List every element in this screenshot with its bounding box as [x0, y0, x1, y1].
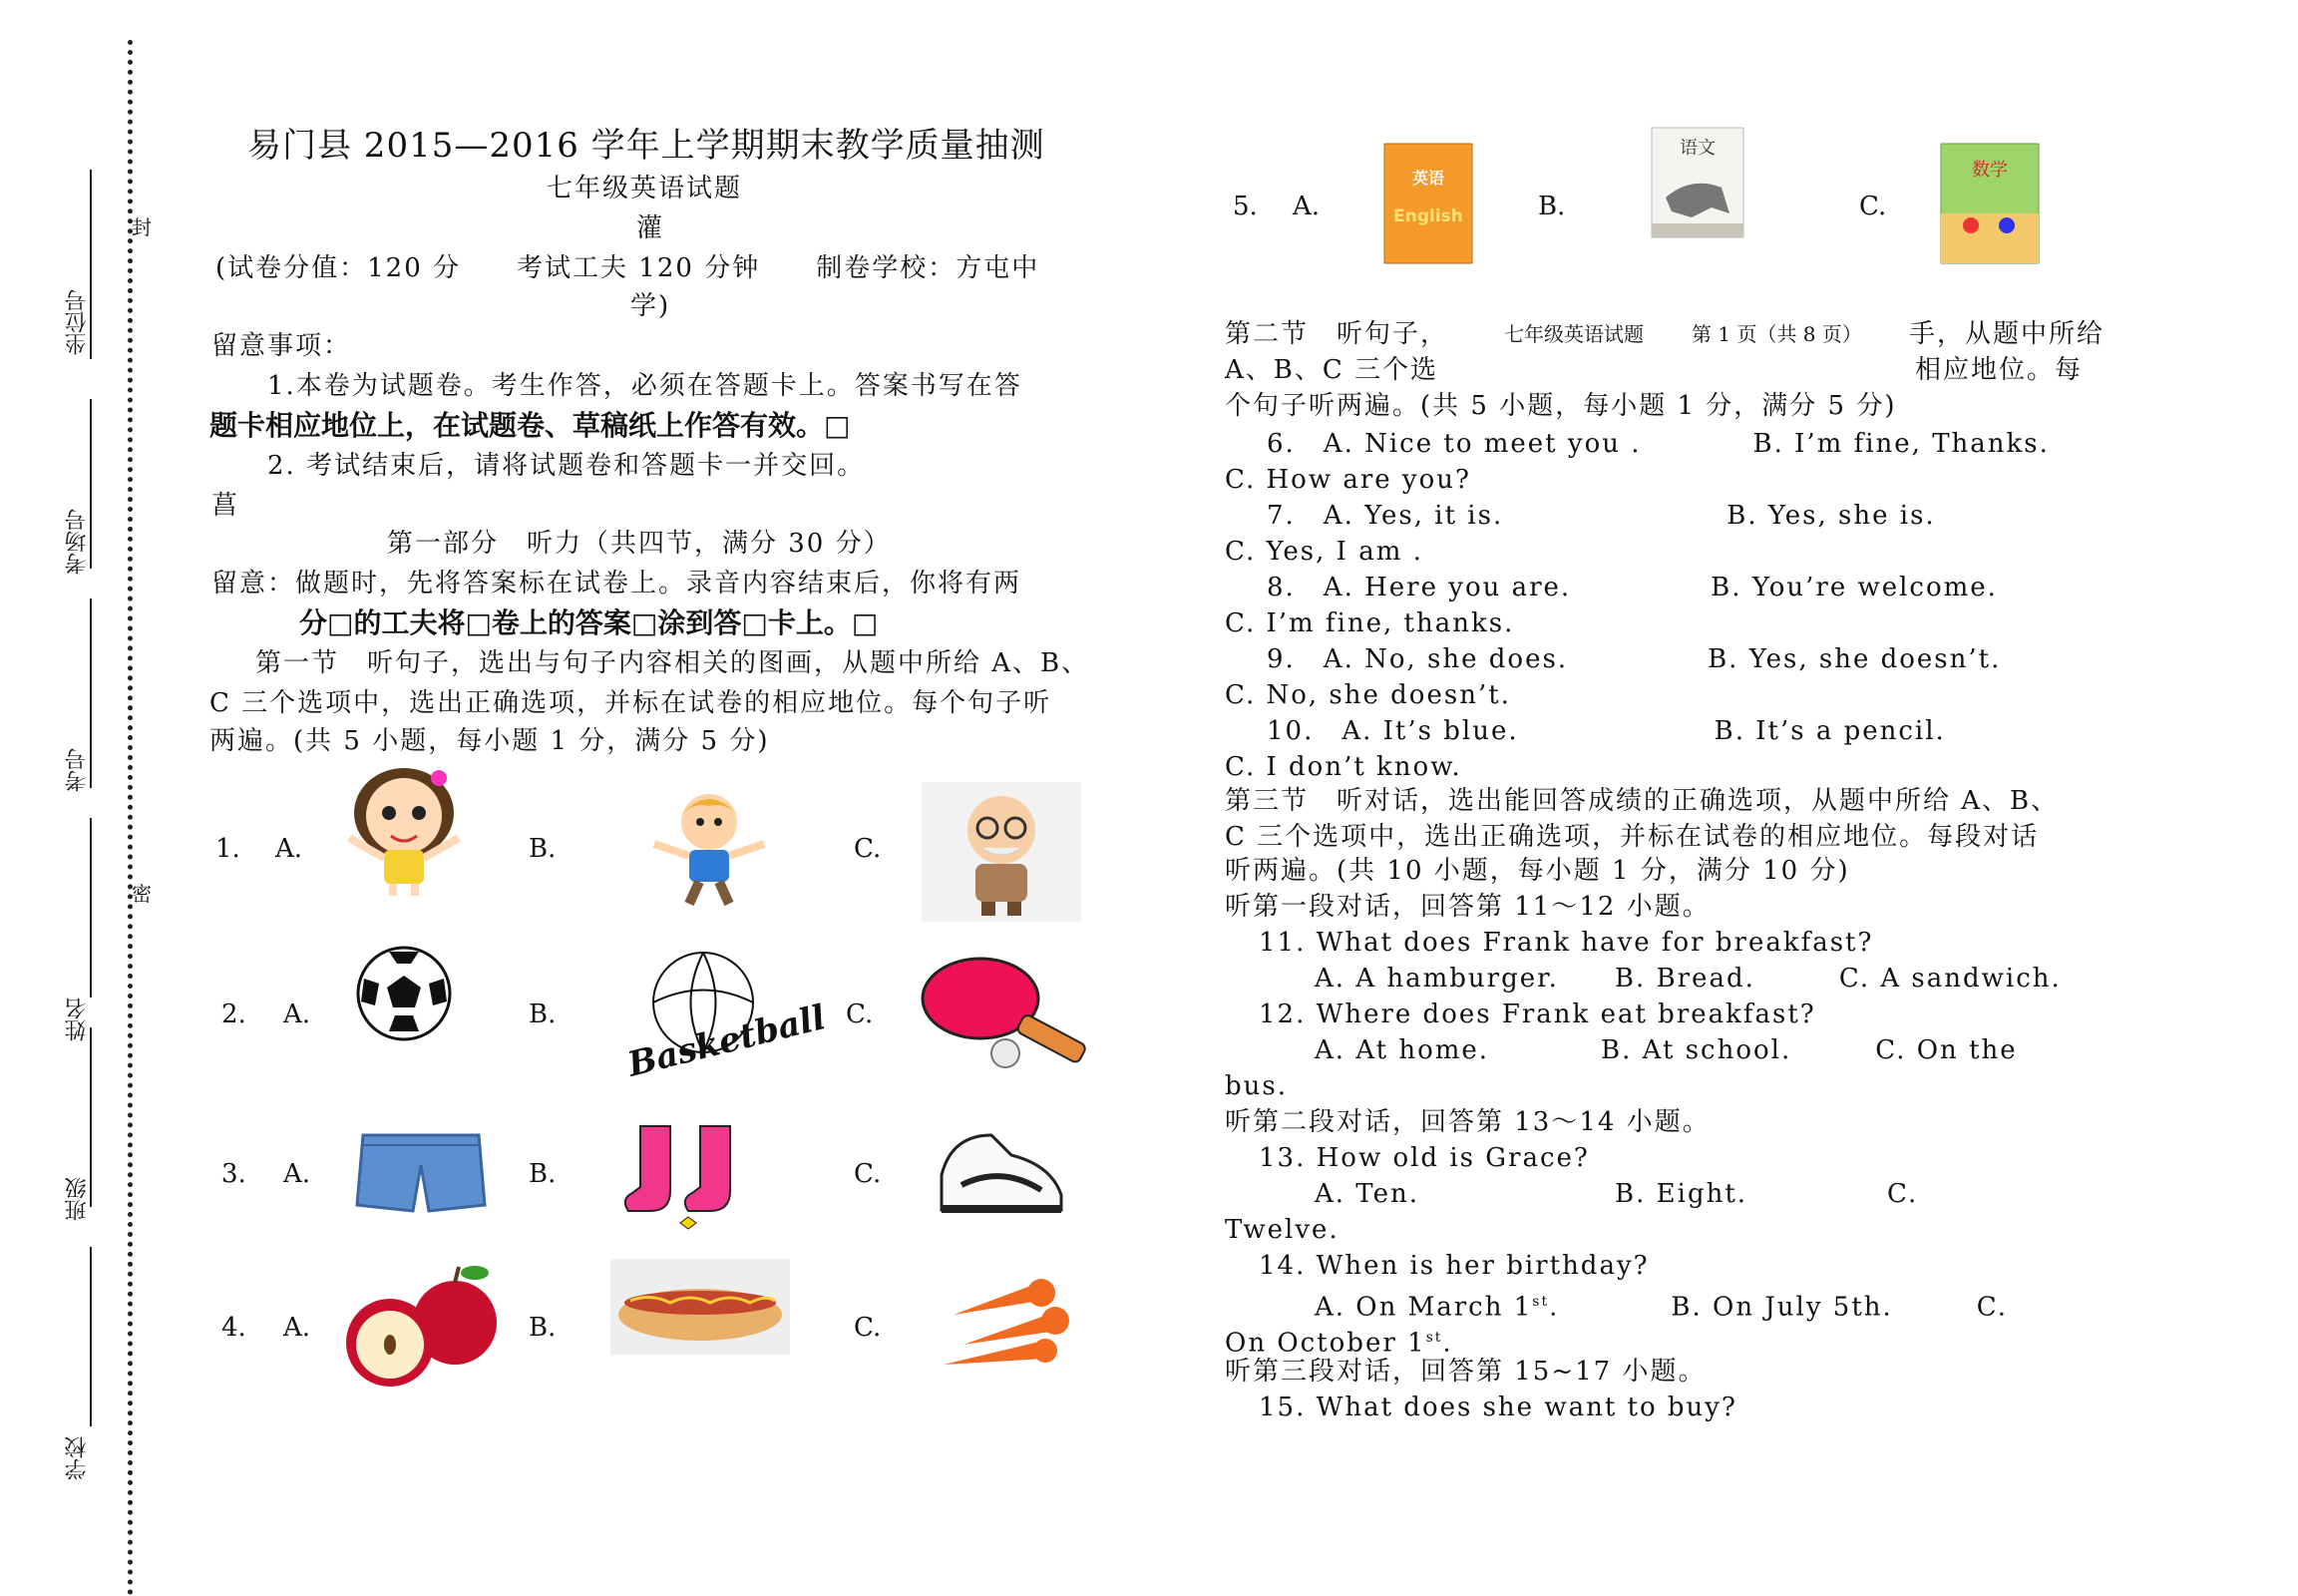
- exam-number-label: 考号: [65, 748, 90, 792]
- dialogue-heading: 听第二段对话，回答第 13～14 小题。: [1225, 1107, 1711, 1137]
- notes-item: 2. 考试结束后，请将试题卷和答题卡一并交回。: [267, 451, 866, 481]
- sneaker-image: [932, 1115, 1071, 1225]
- seal-char: 密: [132, 882, 152, 906]
- option-label: B.: [1538, 192, 1566, 221]
- option-label: C.: [1859, 192, 1887, 221]
- question-options: A. At home. B. At school. C. On the: [1315, 1035, 2018, 1065]
- carrots-image: [934, 1265, 1083, 1375]
- grandpa-cartoon-image: [922, 782, 1081, 922]
- option-label: B.: [529, 834, 557, 864]
- stray-char: 灌: [636, 213, 665, 243]
- english-book-title-en: English: [1393, 206, 1463, 226]
- question-stem: 14. When is her birthday?: [1259, 1251, 1650, 1281]
- basketball-drawing-image: [618, 948, 830, 1085]
- section-intro: 听两遍。(共 10 小题，每小题 1 分，满分 10 分): [1225, 856, 1850, 886]
- notes-item: 题卡相应地位上，在试题卷、草稿纸上作答有效。□: [209, 409, 851, 442]
- soccer-ball-image: [349, 944, 459, 1043]
- binding-line: [90, 1247, 92, 1426]
- question-number: 2.: [221, 999, 246, 1029]
- option-label: A.: [283, 1159, 311, 1189]
- section-intro: 手，从题中所给: [1909, 319, 2106, 349]
- seal-char: 封: [132, 215, 152, 239]
- notes-item: 1.本卷为试题卷。考生作答，必须在答题卡上。答案书写在答: [267, 371, 1022, 401]
- page-footer-label: 七年级英语试题: [1504, 322, 1644, 346]
- question-options: 9. A. No, she does. B. Yes, she doesn’t.: [1267, 644, 2002, 674]
- question-options: 10. A. It’s blue. B. It’s a pencil.: [1267, 716, 1946, 746]
- option-label: C.: [854, 834, 882, 864]
- question-stem: 11. What does Frank have for breakfast?: [1259, 928, 1874, 958]
- section-intro: 两遍。(共 5 小题，每小题 1 分，满分 5 分): [209, 726, 770, 756]
- option-label: A.: [1293, 192, 1321, 221]
- english-book-title-cn: 英语: [1411, 169, 1445, 188]
- exam-room-label: 考场号: [65, 509, 90, 575]
- option-label: B.: [529, 999, 557, 1029]
- class-label: 班级: [65, 1177, 90, 1221]
- math-book-image: [1941, 144, 2039, 263]
- question-option-wrap: C. I don’t know.: [1225, 752, 1462, 782]
- option-label: C.: [854, 1313, 882, 1343]
- name-label: 姓名: [65, 998, 90, 1041]
- section-intro: 第一节 听句子，选出与句子内容相关的图画，从题中所给 A、B、: [255, 648, 1090, 678]
- part-heading: 第一部分 听力（共四节，满分 30 分）: [387, 529, 892, 559]
- ping-pong-paddle-image: [916, 954, 1105, 1073]
- section-intro: 个句子听两遍。(共 5 小题，每小题 1 分，满分 5 分): [1225, 391, 1897, 421]
- page-footer-number: 第 1 页（共 8 页）: [1692, 322, 1862, 346]
- question-number: 1.: [215, 834, 240, 864]
- exam-title: 易门县 2015—2016 学年上学期期末教学质量抽测: [247, 126, 1045, 166]
- section-intro: C 三个选项中，选出正确选项，并标在试卷的相应地位。每段对话: [1225, 822, 2040, 852]
- part-note: 分□的工夫将□卷上的答案□涂到答□卡上。□: [299, 606, 879, 639]
- english-book-image: [1384, 144, 1472, 263]
- girl-cartoon-image: [329, 758, 479, 898]
- section-intro: 第二节 听句子，: [1225, 319, 1449, 349]
- section-intro: 第三节 听对话，选出能回答成绩的正确选项，从题中所给 A、B、: [1225, 786, 2060, 816]
- notes-heading: 留意事项：: [211, 331, 352, 361]
- dialogue-heading: 听第一段对话，回答第 11～12 小题。: [1225, 892, 1711, 922]
- exam-info-wrap: 学): [630, 291, 671, 321]
- question-options: 7. A. Yes, it is. B. Yes, she is.: [1267, 501, 1936, 531]
- option-label: B.: [529, 1159, 557, 1189]
- question-option-wrap: C. No, she doesn’t.: [1225, 680, 1511, 710]
- part-note: 留意：做题时，先将答案标在试卷上。录音内容结束后，你将有两: [211, 569, 1022, 598]
- exam-info: (试卷分值：120 分 考试工夫 120 分钟 制卷学校：方屯中: [215, 253, 1040, 283]
- basketball-word: Basketball: [623, 998, 830, 1085]
- option-label: A.: [275, 834, 303, 864]
- pink-socks-image: [620, 1121, 756, 1231]
- question-options: A. A hamburger. B. Bread. C. A sandwich.: [1315, 964, 2062, 994]
- question-number: 4.: [221, 1313, 246, 1343]
- question-options: A. On March 1st. B. On July 5th. C.: [1315, 1292, 2009, 1323]
- option-label: B.: [529, 1313, 557, 1343]
- question-option-wrap: C. How are you?: [1225, 465, 1471, 495]
- question-option-wrap: Twelve.: [1225, 1215, 1340, 1245]
- question-options: 6. A. Nice to meet you . B. I’m fine, Thanks.: [1267, 429, 2050, 459]
- chinese-book-title: 语文: [1680, 138, 1716, 159]
- question-options: 8. A. Here you are. B. You’re welcome.: [1267, 573, 1998, 602]
- exam-subtitle: 七年级英语试题: [547, 174, 743, 203]
- question-stem: 13. How old is Grace?: [1259, 1143, 1590, 1173]
- question-option-wrap: C. Yes, I am .: [1225, 537, 1423, 567]
- seat-number-label: 坐位号: [65, 289, 90, 355]
- question-option-wrap: On October 1st.: [1225, 1328, 1453, 1359]
- question-number: 5.: [1233, 192, 1258, 221]
- section-intro: 相应地位。每: [1915, 355, 2084, 385]
- section-intro: A、B、C 三个选: [1225, 355, 1439, 385]
- hot-dog-image: [610, 1259, 790, 1355]
- question-number: 3.: [221, 1159, 246, 1189]
- binding-line: [90, 818, 92, 998]
- binding-dotted-line: [128, 40, 133, 1596]
- question-options: A. Ten. B. Eight. C.: [1315, 1179, 1919, 1209]
- stray-char: 菖: [211, 491, 240, 521]
- option-label: A.: [283, 999, 311, 1029]
- chinese-book-image: [1652, 128, 1743, 237]
- school-label: 学校: [65, 1436, 90, 1480]
- section-intro: C 三个选项中，选出正确选项，并标在试卷的相应地位。每个句子听: [209, 688, 1052, 718]
- dialogue-heading: 听第三段对话，回答第 15~17 小题。: [1225, 1357, 1707, 1387]
- option-label: C.: [854, 1159, 882, 1189]
- question-stem: 15. What does she want to buy?: [1259, 1393, 1737, 1422]
- apples-image: [335, 1263, 505, 1393]
- question-stem: 12. Where does Frank eat breakfast?: [1259, 999, 1816, 1029]
- option-label: C.: [846, 999, 874, 1029]
- denim-shorts-image: [353, 1125, 489, 1225]
- option-label: A.: [283, 1313, 311, 1343]
- question-option-wrap: bus.: [1225, 1071, 1288, 1101]
- question-option-wrap: C. I’m fine, thanks.: [1225, 608, 1515, 638]
- math-book-title: 数学: [1972, 160, 2008, 181]
- boy-cartoon-image: [634, 784, 784, 914]
